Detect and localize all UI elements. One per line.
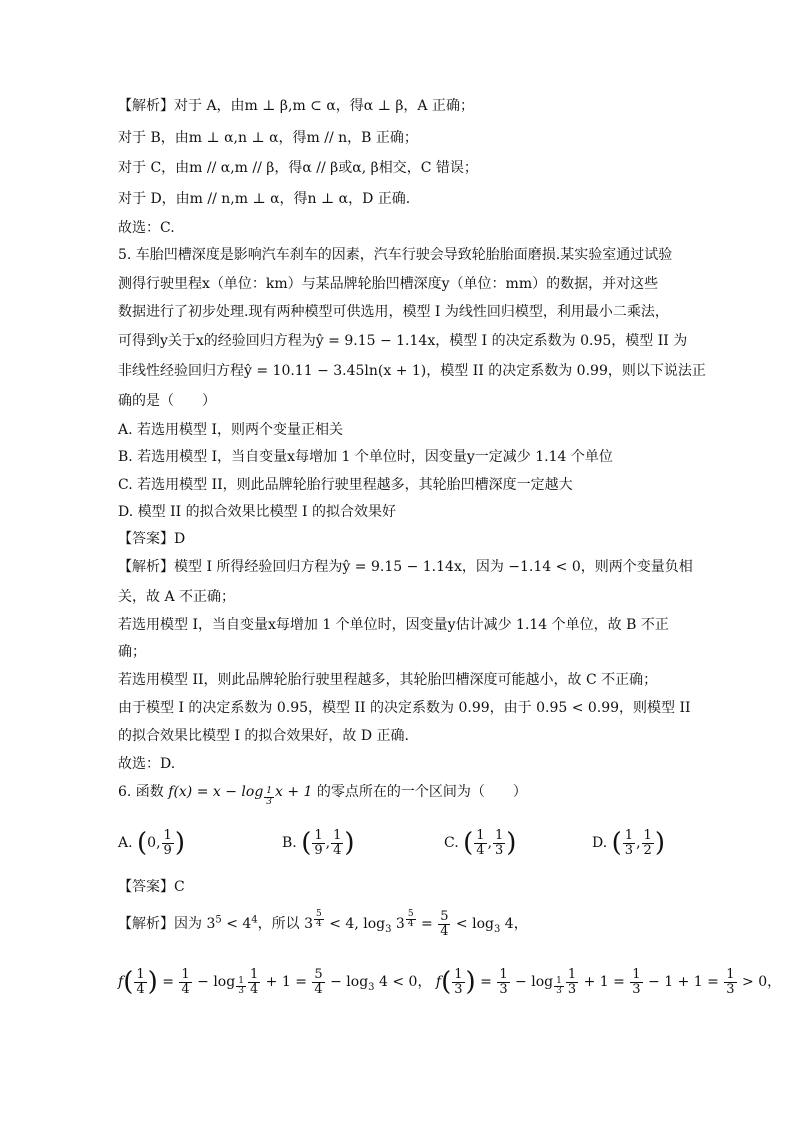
question-5-text: 测得行驶里程x（单位：km）与某品牌轮胎凹槽深度y（单位：mm）的数据，并对这些 bbox=[118, 276, 659, 292]
explanation-text: 关，故 A 不正确； bbox=[118, 589, 236, 605]
question-6-tail: 的零点所在的一个区间为（ ） bbox=[316, 784, 527, 800]
text-line: 故选：C. bbox=[118, 220, 175, 236]
explanation-text: 确； bbox=[118, 644, 146, 660]
q6-option-d: D. ( $\frac{1}{3}$ , $\frac{1}{2}$ ) bbox=[592, 827, 665, 858]
question-5-text: 可得到y关于x的经验回归方程为ŷ = 9.15 − 1.14x，模型 I 的决定系数为 0.95，模型 II 为 bbox=[118, 333, 688, 349]
option-a: A. 若选用模型 I，则两个变量正相关 bbox=[118, 422, 343, 438]
question-5-text: 数据进行了初步处理.现有两种模型可供选用，模型 I 为线性回归模型，利用最小二乘法， bbox=[118, 304, 669, 320]
question-5-text: 确的是（ ） bbox=[118, 393, 216, 409]
text-line: 【解析】对于 A，由m ⊥ β,m ⊂ α，得α ⊥ β，A 正确； bbox=[118, 98, 474, 114]
text-line: 对于 C，由m // α,m // β，得α // β或α, β相交，C 错误； bbox=[118, 160, 478, 176]
question-6-text bbox=[118, 782, 527, 808]
question-5-text: 非线性经验回归方程ŷ = 10.11 − 3.45ln(x + 1)，模型 II 的决定系数为 0.99，则以下说法正 bbox=[118, 363, 706, 379]
explanation-formula: f( $\frac{1}{4}$ ) = $\frac{1}{4}$ − log $_{\frac{1}{3}}$ $\frac{1}{4}$ + 1 = $\frac{5}{4}$ − $\log_3 4 < 0$， f( $\frac{1}{3}$ ) = $\frac{1}{3}$ − log $_{\frac{1}{3}}$ $\frac{1}{3}$ + 1 = $\frac{1}{3}$ − 1 + 1 = $\frac{1}{3}$ > 0， bbox=[118, 967, 782, 998]
explanation-text: 若选用模型 II，则此品牌轮胎行驶里程越多，其轮胎凹槽深度可能越小，故 C 不正确； bbox=[118, 672, 658, 688]
explanation-text: 由于模型 I 的决定系数为 0.95，模型 II 的决定系数为 0.99，由于 0.95 < 0.99，则模型 II bbox=[118, 700, 691, 716]
q6-option-b: B. ( $\frac{1}{9}$ , $\frac{1}{4}$ ) bbox=[282, 827, 355, 858]
question-5-text: 5. 车胎凹槽深度是影响汽车刹车的因素，汽车行驶会导致轮胎胎面磨损.某实验室通过试验 bbox=[118, 247, 673, 263]
question-6-label: 6. 函数 bbox=[118, 784, 164, 800]
option-b: B. 若选用模型 I，当自变量x每增加 1 个单位时，因变量y一定减少 1.14 个单位 bbox=[118, 449, 613, 465]
q6-option-c: C. ( $\frac{1}{4}$ , $\frac{1}{3}$ ) bbox=[444, 827, 517, 858]
text-line: 对于 B，由m ⊥ α,n ⊥ α，得m // n，B 正确； bbox=[118, 130, 418, 146]
q6-option-a: A. (0, $\frac{1}{9}$ ) bbox=[118, 827, 185, 858]
option-d: D. 模型 II 的拟合效果比模型 I 的拟合效果好 bbox=[118, 504, 397, 520]
option-c: C. 若选用模型 II，则此品牌轮胎行驶里程越多，其轮胎凹槽深度一定越大 bbox=[118, 477, 573, 493]
explanation-text: 故选：D. bbox=[118, 756, 176, 772]
answer-label: 【答案】C bbox=[118, 879, 185, 895]
explanation-text: 的拟合效果比模型 I 的拟合效果好，故 D 正确. bbox=[118, 728, 410, 744]
text-line: 对于 D，由m // n,m ⊥ α，得n ⊥ α，D 正确. bbox=[118, 191, 411, 207]
answer-label: 【答案】D bbox=[118, 531, 186, 547]
explanation-text: 【解析】模型 I 所得经验回归方程为ŷ = 9.15 − 1.14x，因为 −1.14 < 0，则两个变量负相 bbox=[118, 559, 693, 575]
explanation-text: 若选用模型 I，当自变量x每增加 1 个单位时，因变量y估计减少 1.14 个单位，故 B 不正 bbox=[118, 617, 669, 633]
formula: f(x) = x − log $_{\frac{1}{3}}$ x + 1 bbox=[168, 784, 313, 807]
explanation-text: 【解析】因为 $3^5 < 4^4$，所以 3 $^{\frac{5}{4}}$ < 4, $\log_3 3$ $^{\frac{5}{4}}$ = $\frac{5}{4}$ < $\log_3 4$， bbox=[118, 909, 528, 939]
